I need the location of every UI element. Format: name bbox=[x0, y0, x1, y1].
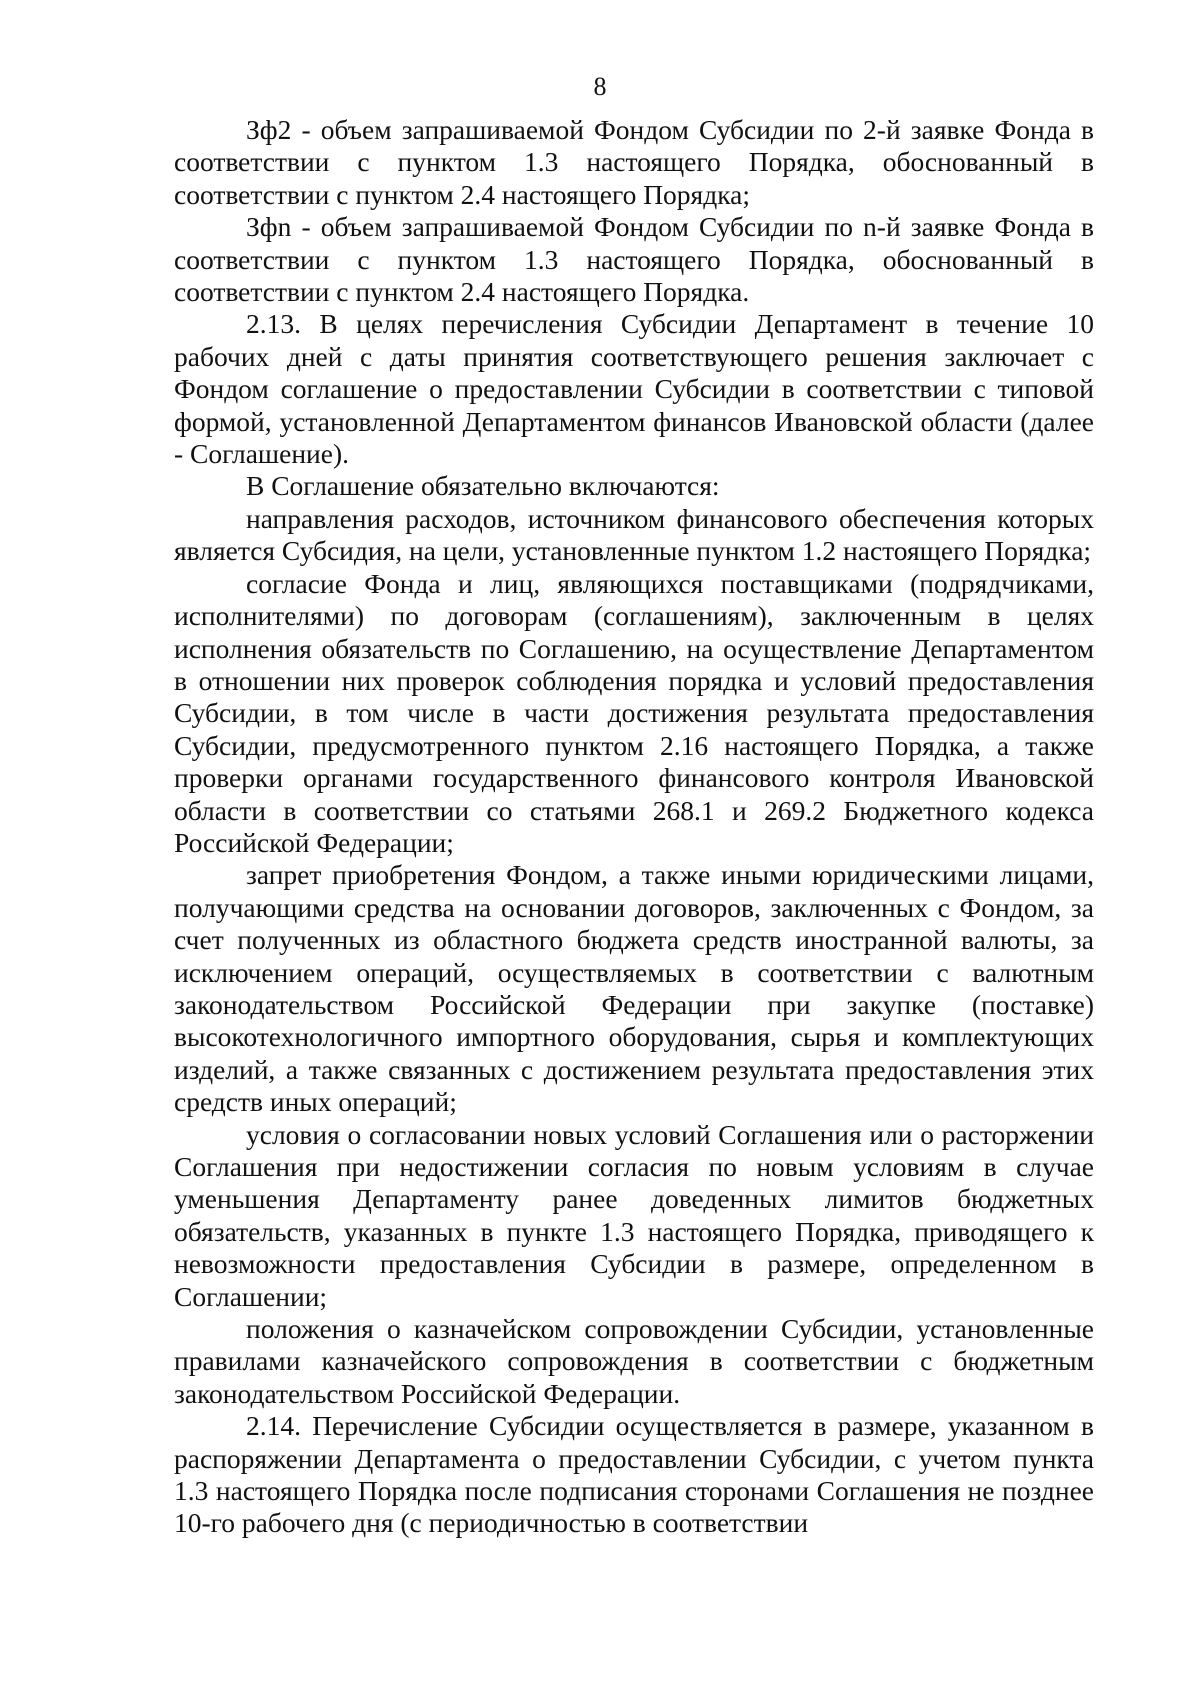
paragraph-agreement-includes: В Соглашение обязательно включаются: bbox=[246, 470, 720, 502]
paragraph-new-conditions: условия о согласовании новых условий Соглашения или о расторжении Соглашения при недостижении согласия по новым условиям в случае уменьшения Департаменту ранее доведенных лимитов бюджетных обязательств, указанных в пункте 1.3 настоящего Порядка, приводящего к невозможности предоставления Субсидии в размере, определенном в Соглашении; bbox=[174, 1118, 1094, 1312]
paragraph-2-13: 2.13. В целях перечисления Субсидии Департамент в течение 10 рабочих дней с даты принятия соответствующего решения заключает с Фондом соглашение о предоставлении Субсидии в соответствии с типовой формой, установленной Департаментом финансов Ивановской области (далее - Соглашение). bbox=[174, 308, 1094, 470]
paragraph-zf2-definition: Зф2 - объем запрашиваемой Фондом Субсидии по 2-й заявке Фонда в соответствии с пунктом 1.3 настоящего Порядка, обоснованный в соответствии с пунктом 2.4 настоящего Порядка; bbox=[174, 114, 1094, 210]
paragraph-consent-checks: согласие Фонда и лиц, являющихся поставщиками (подрядчиками, исполнителями) по договорам (соглашениям), заключенным в целях исполнения обязательств по Соглашению, на осуществление Департаментом в отношении них проверок соблюдения порядка и условий предоставления Субсидии, в том числе в части достижения результата предоставления Субсидии, предусмотренного пунктом 2.16 настоящего Порядка, а также проверки органами государственного финансового контроля Ивановской области в соответствии со статьями 268.1 и 269.2 Бюджетного кодекса Российской Федерации; bbox=[174, 567, 1094, 858]
paragraph-treasury-support: положения о казначейском сопровождении Субсидии, установленные правилами казначейского сопровождения в соответствии с бюджетным законодательством Российской Федерации. bbox=[174, 1313, 1094, 1409]
document-body bbox=[174, 114, 1094, 1540]
page-number: 8 bbox=[593, 72, 607, 101]
paragraph-expense-directions: направления расходов, источником финансового обеспечения которых является Субсидия, на цели, установленные пунктом 1.2 настоящего Порядка; bbox=[174, 502, 1094, 567]
paragraph-zfn-definition: Зфn - объем запрашиваемой Фондом Субсидии по n-й заявке Фонда в соответствии с пунктом 1.3 настоящего Порядка, обоснованный в соответствии с пунктом 2.4 настоящего Порядка. bbox=[174, 211, 1094, 308]
paragraph-currency-ban: запрет приобретения Фондом, а также иными юридическими лицами, получающими средства на основании договоров, заключенных с Фондом, за счет полученных из областного бюджета средств иностранной валюты, за исключением операций, осуществляемых в соответствии с валютным законодательством Российской Федерации при закупке (поставке) высокотехнологичного импортного оборудования, сырья и комплектующих изделий, а также связанных с достижением результата предоставления этих средств иных операций; bbox=[174, 859, 1094, 1118]
paragraph-2-14: 2.14. Перечисление Субсидии осуществляется в размере, указанном в распоряжении Департамента о предоставлении Субсидии, с учетом пункта 1.3 настоящего Порядка после подписания сторонами Соглашения не позднее 10-го рабочего дня (с периодичностью в соответствии bbox=[174, 1410, 1094, 1539]
